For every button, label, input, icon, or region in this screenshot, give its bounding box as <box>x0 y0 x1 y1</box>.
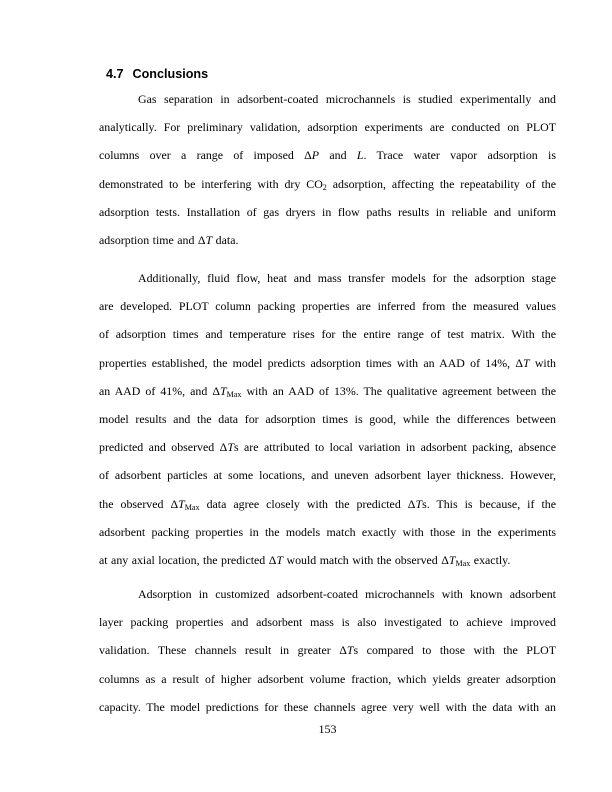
text-line: an AAD of 41%, and $\Delta T_{Max}$ with an AAD of 13%. The qualitative agreement between the <box>99 383 556 399</box>
paragraph <box>99 85 556 254</box>
text-line: columns over a range of imposed ΔP and L. Trace water vapor adsorption is <box>99 148 556 163</box>
text-line: Additionally, fluid flow, heat and mass transfer models for the adsorption stage <box>138 271 556 285</box>
text-line: capacity. The model predictions for these channels agree very well with the data with an <box>99 699 556 714</box>
text-line: of adsorption times and temperature rises for the entire range of test matrix. With the <box>99 327 556 342</box>
text-line: properties established, the model predicts adsorption times with an AAD of 14%, ΔT with <box>99 355 556 370</box>
page-number: 153 <box>318 722 337 736</box>
section-number: 4.7 <box>106 67 124 81</box>
text-line: adsorption time and ΔT data. <box>99 232 239 247</box>
text-line: Adsorption in customized adsorbent-coated microchannels with known adsorbent <box>138 587 556 601</box>
text-line: adsorption tests. Installation of gas dryers in flow paths results in reliable and uniform <box>99 204 556 219</box>
text-line: predicted and observed ΔTs are attributed to local variation in adsorbent packing, absence <box>99 440 556 455</box>
text-line: demonstrated to be interfering with dry $CO_2$ adsorption, affecting the repeatability of the <box>99 176 556 192</box>
text-line: adsorbent packing properties in the models match exactly with those in the experiments <box>99 524 556 539</box>
text-line: validation. These channels result in greater ΔTs compared to those with the PLOT <box>99 643 556 658</box>
paragraph <box>99 580 556 721</box>
text-line: columns as a result of higher adsorbent volume fraction, which yields greater adsorption <box>99 671 556 686</box>
text-line: analytically. For preliminary validation, adsorption experiments are conducted on PLOT <box>99 120 556 135</box>
text-line: of adsorbent particles at some locations, and uneven adsorbent layer thickness. However, <box>99 468 556 483</box>
text-line: Gas separation in adsorbent-coated microchannels is studied experimentally and <box>138 92 556 106</box>
section-title: Conclusions <box>132 67 209 81</box>
paragraph <box>99 264 556 574</box>
text-line: are developed. PLOT column packing properties are inferred from the measured values <box>99 299 556 314</box>
text-line: layer packing properties and adsorbent mass is also investigated to achieve improved <box>99 615 556 630</box>
text-line: the observed $\Delta T_{Max}$ data agree closely with the predicted ΔTs. This is because, if the <box>99 496 556 512</box>
text-line: model results and the data for adsorption times is good, while the differences between <box>99 411 556 426</box>
text-line: at any axial location, the predicted ΔT would match with the observed $\Delta T_{Max}$ exactly. <box>99 552 511 568</box>
